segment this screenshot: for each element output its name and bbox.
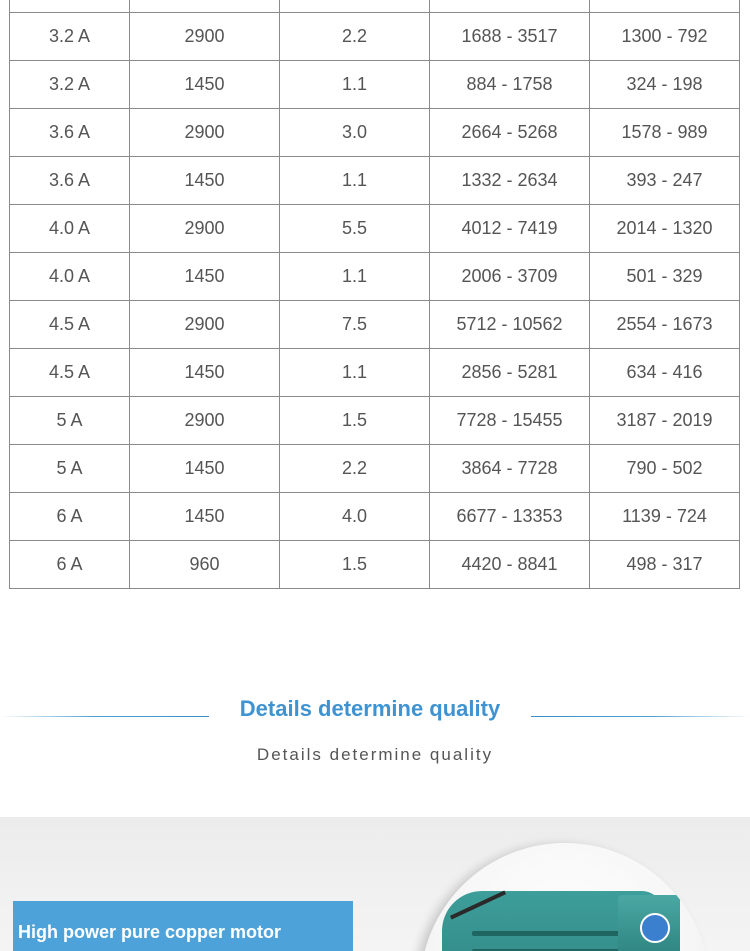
motor-fin (472, 931, 642, 936)
motor-image (420, 843, 710, 951)
table-cell: 3.0 (280, 109, 430, 157)
table-row (10, 61, 740, 109)
table-row (10, 157, 740, 205)
table-cell: 4012 - 7419 (430, 205, 590, 253)
table-cell: 6 A (10, 541, 130, 589)
table-cell: 5 A (10, 397, 130, 445)
table-cell: 2554 - 1673 (590, 301, 740, 349)
table-row (10, 397, 740, 445)
table-cell: 2.2 (280, 445, 430, 493)
table-cell: 2900 (130, 109, 280, 157)
spec-table (9, 0, 740, 589)
table-cell: 3864 - 7728 (430, 445, 590, 493)
table-cell: 3.2 A (10, 61, 130, 109)
table-row (10, 205, 740, 253)
table-cell: 2900 (130, 301, 280, 349)
table-cell: 1139 - 724 (590, 493, 740, 541)
table-cell: 1450 (130, 61, 280, 109)
table-cell: 498 - 317 (590, 541, 740, 589)
table-cell: 1300 - 792 (590, 13, 740, 61)
table-cell: 1.5 (280, 397, 430, 445)
spec-table-body (10, 0, 740, 589)
table-cell: 5 A (10, 445, 130, 493)
table-row (10, 253, 740, 301)
table-cell: 634 - 416 (590, 349, 740, 397)
table-cell: 2856 - 5281 (430, 349, 590, 397)
table-row (10, 13, 740, 61)
section-divider-right (531, 716, 750, 717)
table-cell (10, 0, 130, 13)
feature-label: High power pure copper motor (18, 922, 282, 942)
table-cell: 3.2 A (10, 13, 130, 61)
table-cell: 1.5 (280, 541, 430, 589)
table-cell: 2664 - 5268 (430, 109, 590, 157)
table-cell: 3187 - 2019 (590, 397, 740, 445)
table-cell: 1332 - 2634 (430, 157, 590, 205)
table-cell: 7728 - 15455 (430, 397, 590, 445)
section-subtitle: Details determine quality (256, 745, 494, 764)
table-row (10, 349, 740, 397)
table-cell: 1.1 (280, 157, 430, 205)
table-cell: 1450 (130, 349, 280, 397)
table-cell: 2900 (130, 13, 280, 61)
table-cell: 3.6 A (10, 157, 130, 205)
table-cell: 1688 - 3517 (430, 13, 590, 61)
table-row (10, 493, 740, 541)
table-cell: 3.6 A (10, 109, 130, 157)
table-cell: 2900 (130, 397, 280, 445)
motor-badge-icon (640, 913, 670, 943)
table-cell: 960 (130, 541, 280, 589)
table-cell: 7.5 (280, 301, 430, 349)
table-cell (130, 0, 280, 13)
table-cell: 4.0 A (10, 253, 130, 301)
section-divider-left (0, 716, 209, 717)
table-cell: 5.5 (280, 205, 430, 253)
table-cell: 1450 (130, 445, 280, 493)
table-row (10, 541, 740, 589)
table-cell: 1578 - 989 (590, 109, 740, 157)
table-cell: 324 - 198 (590, 61, 740, 109)
table-cell (430, 0, 590, 13)
table-cell: 1450 (130, 157, 280, 205)
table-cell: 6677 - 13353 (430, 493, 590, 541)
table-cell: 2014 - 1320 (590, 205, 740, 253)
table-cell: 790 - 502 (590, 445, 740, 493)
table-cell (590, 0, 740, 13)
table-cell: 501 - 329 (590, 253, 740, 301)
table-row (10, 301, 740, 349)
table-cell: 4420 - 8841 (430, 541, 590, 589)
table-cell: 1.1 (280, 349, 430, 397)
table-row (10, 445, 740, 493)
table-cell: 4.5 A (10, 301, 130, 349)
table-cell: 1.1 (280, 253, 430, 301)
table-cell: 2900 (130, 205, 280, 253)
table-cell: 884 - 1758 (430, 61, 590, 109)
feature-banner (0, 817, 750, 951)
table-cell (280, 0, 430, 13)
table-cell: 1.1 (280, 61, 430, 109)
table-cell: 5712 - 10562 (430, 301, 590, 349)
table-row (10, 109, 740, 157)
table-cell: 1450 (130, 493, 280, 541)
table-row (10, 0, 740, 13)
table-cell: 393 - 247 (590, 157, 740, 205)
table-cell: 4.0 (280, 493, 430, 541)
table-cell: 6 A (10, 493, 130, 541)
section-title: Details determine quality (239, 696, 501, 721)
table-cell: 4.5 A (10, 349, 130, 397)
table-cell: 2006 - 3709 (430, 253, 590, 301)
table-cell: 4.0 A (10, 205, 130, 253)
table-cell: 1450 (130, 253, 280, 301)
table-cell: 2.2 (280, 13, 430, 61)
